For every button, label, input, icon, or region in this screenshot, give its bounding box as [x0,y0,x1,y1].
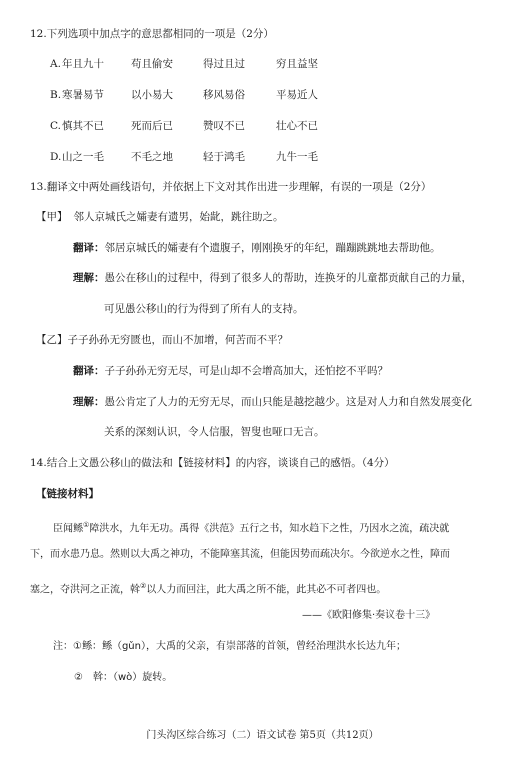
link-text: 塞之，夺洪河之正流，斡 [30,584,140,596]
jia-understanding-line2: 可见愚公移山的行为得到了所有人的支持。 [104,303,304,315]
option-letter: D. [50,151,62,163]
option-item: 平易近人 [276,89,318,101]
q13-jia-translation [73,241,441,255]
jia-text: 邻人京城氏之孀妻有遗男，始龀，跳往助之。 [73,211,284,223]
jia-translation-text: 邻居京城氏的孀妻有个遗腹子，刚刚换牙的年纪，蹦蹦跳跳地去帮助他。 [104,242,441,254]
link-text: 臣闻鲧 [53,523,83,535]
q13-yi-translation [73,364,388,378]
understanding-label: 理解： [73,396,105,408]
q13-jia-understanding [73,271,472,285]
note-1: 注：①鲧：鲧（gǔn），大禹的父亲，有崇部落的首领，曾经治理洪水长达九年； [53,641,406,652]
jia-understanding-line1: 愚公在移山的过程中，得到了很多人的帮助，连换牙的儿童都贡献自己的力量， [104,272,472,284]
page-footer: 门头沟区综合练习（二）语文试卷 第5页（共12页） [146,730,379,741]
q13-yi-understanding [73,395,472,409]
option-letter: A. [50,58,61,70]
translation-label: 翻译： [73,365,105,377]
link-text: 以人力而回注，此大禹之所不能，此其必不可者四也。 [146,584,387,596]
option-item: 以小易大 [131,89,173,101]
footnote-marker: ② [140,582,147,590]
yi-text: 子子孙孙无穷匮也，而山不加增，何苦而不平？ [67,334,288,346]
option-item: 九牛一毛 [276,151,318,163]
option-item: 寒暑易节 [62,89,104,101]
option-letter: B. [50,89,62,101]
option-letter: C. [50,120,61,132]
q13-jia-passage [36,210,284,224]
link-text: 障洪水，九年无功。禹得《洪范》五行之书，知水趋下之性，乃因水之流，疏决就 [89,523,450,535]
option-item: 壮心不已 [276,120,318,132]
option-item: 苟且偷安 [131,58,173,70]
link-paragraph-line3 [30,579,386,597]
yi-translation-text: 子子孙孙无穷无尽，可是山却不会增高加大，还怕挖不平吗？ [104,365,388,377]
option-item: 死而后已 [131,120,173,132]
option-item: 得过且过 [203,58,245,70]
jia-label: 【甲】 [36,211,68,223]
yi-understanding-line2: 关系的深刻认识，令人信服，智叟也哑口无言。 [104,426,325,438]
q12-title: 12.下列选项中加点字的意思都相同的一项是（2分） [30,28,274,40]
option-item: 慎其不已 [62,120,104,132]
option-item: 年且九十 [62,58,104,70]
link-paragraph-line1 [53,518,449,536]
option-item: 移风易俗 [203,89,245,101]
option-item: 轻于鸿毛 [203,151,245,163]
option-item: 不毛之地 [131,151,173,163]
understanding-label: 理解： [73,272,105,284]
q13-yi-passage [36,333,288,347]
q13-title: 13.翻译文中两处画线语句，并依据上下文对其作出进一步理解，有误的一项是（2分） [30,181,432,193]
yi-label: 【乙】 [36,334,68,346]
option-item: 穷且益坚 [276,58,318,70]
link-paragraph-line2: 下，而水患乃息。然则以大禹之神功，不能障塞其流，但能因势而疏决尔。今欲逆水之性，障而 [30,549,450,560]
note-2: ② 斡：（wò）旋转。 [74,672,173,683]
option-item: 赞叹不已 [203,120,245,132]
yi-understanding-line1: 愚公肯定了人力的无穷无尽，而山只能是越挖越少。这是对人力和自然发展变化 [104,396,472,408]
link-material-title: 【链接材料】 [36,488,99,500]
footnote-marker: ① [83,521,90,529]
q14-title: 14.结合上文愚公移山的做法和【链接材料】的内容，谈谈自己的感悟。（4分） [30,457,395,469]
link-source: ——《欧阳修集·奏议卷十三》 [302,610,436,621]
option-item: 山之一毛 [62,151,104,163]
translation-label: 翻译： [73,242,105,254]
